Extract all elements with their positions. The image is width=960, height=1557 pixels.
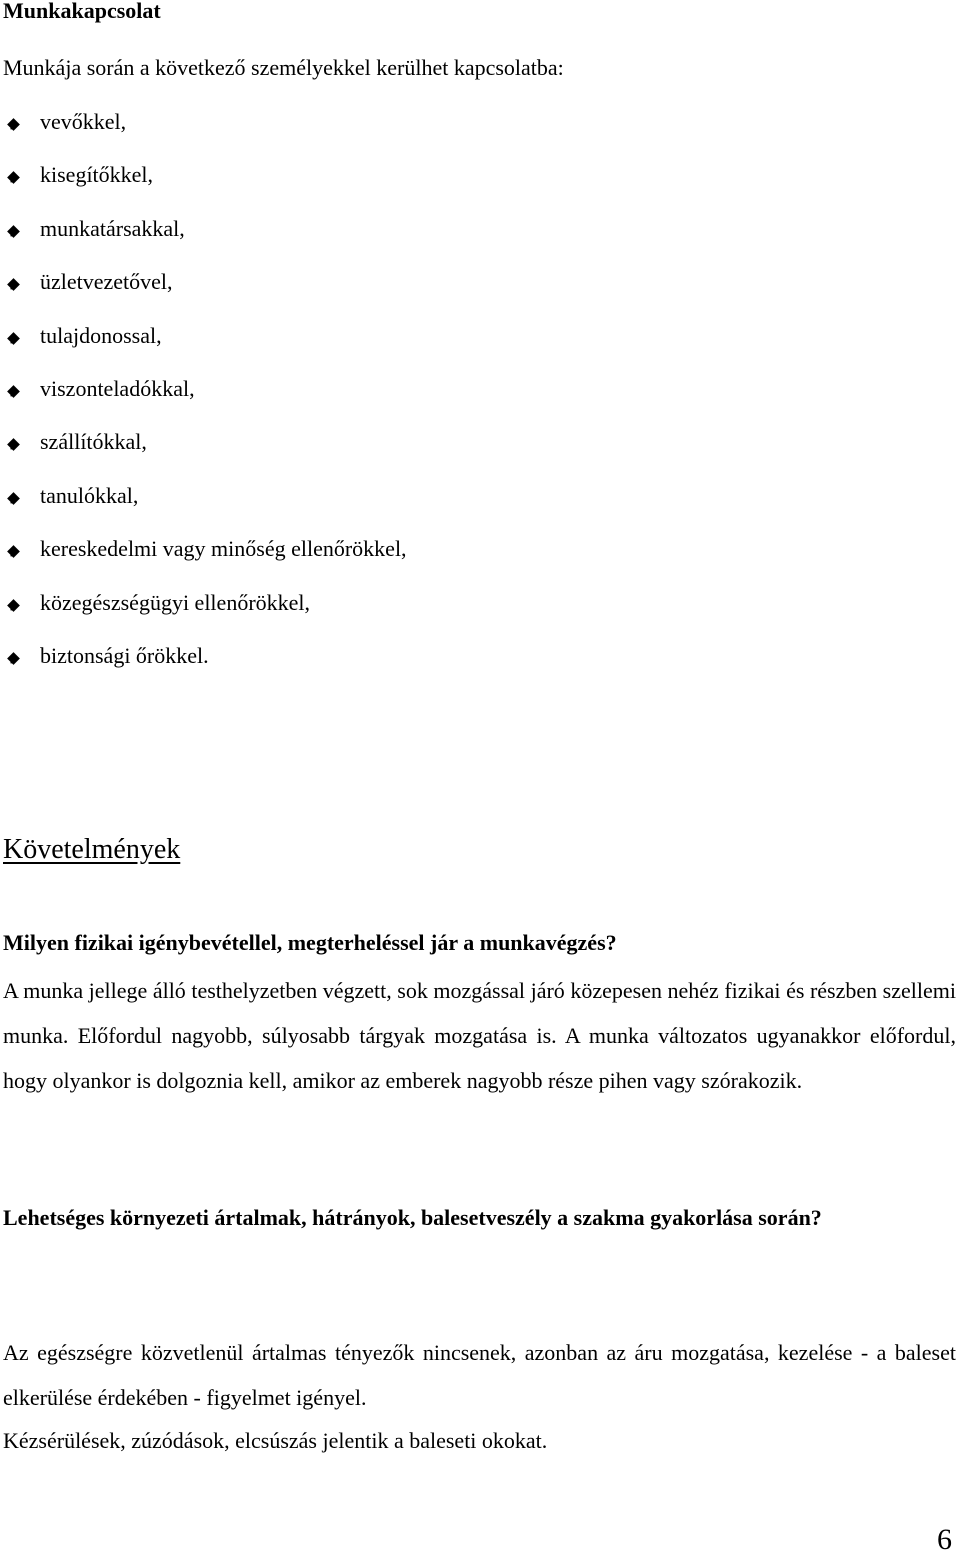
- page-number: 6: [937, 1523, 952, 1556]
- list-item-label: szállítókkal,: [40, 429, 147, 455]
- answer-accident-causes: Kézsérülések, zúzódások, elcsúszás jelentik a baleseti okokat.: [3, 1428, 548, 1453]
- list-item-label: viszonteladókkal,: [40, 376, 195, 401]
- list-item-label: vevőkkel,: [40, 109, 127, 134]
- diamond-bullet-icon: [7, 118, 20, 131]
- diamond-bullet-icon: [7, 439, 20, 452]
- diamond-bullet-icon: [7, 492, 20, 505]
- list-item-label: üzletvezetővel,: [40, 269, 173, 295]
- contact-intro: Munkája során a következő személyekkel kerülhet kapcsolatba:: [3, 55, 564, 80]
- diamond-bullet-icon: [7, 385, 20, 398]
- answer-physical-load: A munka jellege álló testhelyzetben végzett, sok mozgással járó közepesen nehéz fizikai és részben szellemi munka. Előfordul nagyobb, súlyosabb tárgyak mozgatása is. A munka változatos ugyanakkor előfordul, hogy olyankor is dolgoznia kell, amikor az emberek nagyobb része pihen vagy szórakozik.: [3, 978, 956, 1093]
- diamond-bullet-icon: [7, 332, 20, 345]
- diamond-bullet-icon: [7, 599, 20, 612]
- question-hazards: Lehetséges környezeti ártalmak, hátrányok, balesetveszély a szakma gyakorlása során?: [3, 1205, 822, 1230]
- list-item-label: kereskedelmi vagy minőség ellenőrökkel,: [40, 536, 407, 562]
- section-title-requirements: Követelmények: [3, 834, 181, 865]
- diamond-bullet-icon: [7, 652, 20, 665]
- list-item-label: munkatársakkal,: [40, 215, 185, 241]
- list-item-label: közegészségügyi ellenőrökkel,: [40, 589, 311, 615]
- answer-hazards: Az egészségre közvetlenül ártalmas tényezők nincsenek, azonban az áru mozgatása, kezelése - a baleset elkerülése érdekében - figyelmet igényel.: [3, 1340, 956, 1410]
- list-item-label: tulajdonossal,: [40, 322, 162, 348]
- diamond-bullet-icon: [7, 225, 20, 238]
- list-item-label: tanulókkal,: [40, 482, 139, 508]
- list-item-label: biztonsági őrökkel.: [40, 643, 209, 668]
- diamond-bullet-icon: [7, 172, 20, 185]
- diamond-bullet-icon: [7, 545, 20, 558]
- list-item-label: kisegítőkkel,: [40, 162, 154, 188]
- diamond-bullet-icon: [7, 278, 20, 291]
- question-physical-load: Milyen fizikai igénybevétellel, megterheléssel jár a munkavégzés?: [3, 930, 617, 955]
- section-heading-contact: Munkakapcsolat: [3, 0, 161, 23]
